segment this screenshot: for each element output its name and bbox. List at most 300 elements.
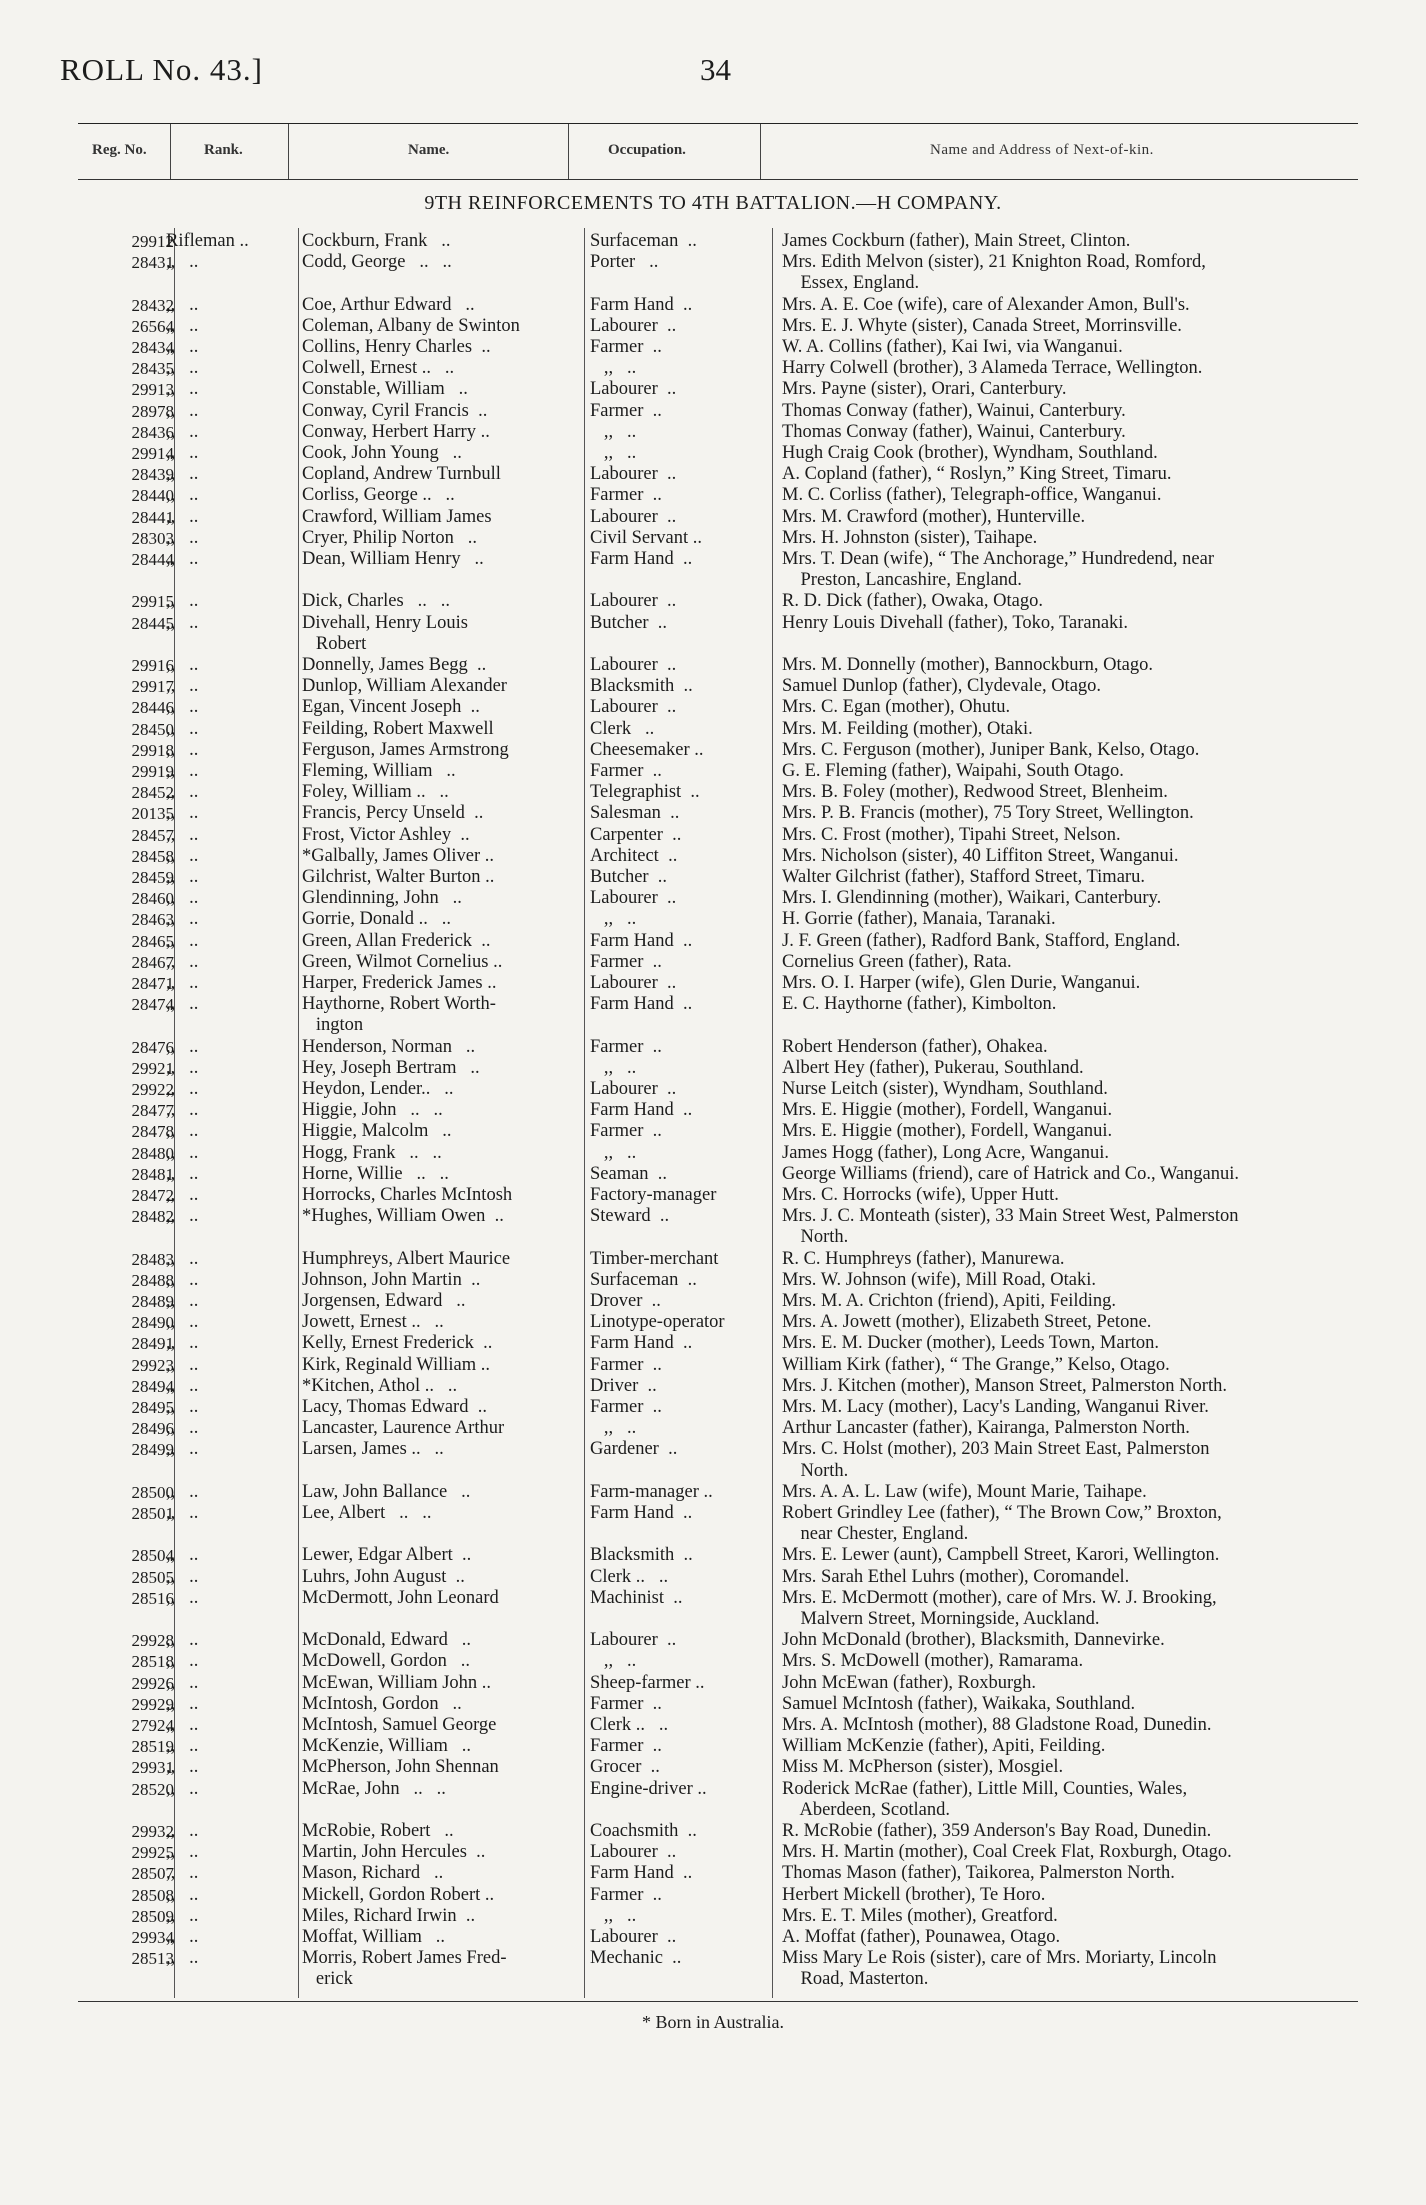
next-of-kin: Albert Hey (father), Pukerau, Southland. — [782, 1057, 1084, 1078]
occupation: Farm Hand .. — [590, 1333, 693, 1354]
occupation: Coachsmith .. — [590, 1821, 697, 1841]
rank: ,, .. — [166, 1672, 199, 1693]
rank: ,, .. — [166, 803, 199, 824]
table-row — [0, 613, 1426, 634]
soldier-name: Colwell, Ernest .. .. — [302, 358, 455, 379]
next-of-kin: Mrs. C. Frost (mother), Tipahi Street, Nelson. — [782, 824, 1121, 845]
rank: ,, .. — [166, 443, 199, 463]
next-of-kin: Mrs. E. Higgie (mother), Fordell, Wanganui. — [782, 1121, 1113, 1142]
footnote: * Born in Australia. — [642, 2012, 784, 2032]
next-of-kin: A. Moffat (father), Pounawea, Otago. — [782, 1927, 1061, 1947]
rank: ,, .. — [166, 1693, 199, 1714]
occupation: Labourer .. — [590, 591, 677, 612]
table-row — [0, 888, 1426, 909]
soldier-name: Hey, Joseph Bertram .. — [302, 1057, 480, 1078]
reg-no: 28505 — [131, 1567, 174, 1587]
table-row — [0, 1418, 1426, 1439]
next-of-kin: Mrs. B. Foley (mother), Redwood Street, Blenheim. — [782, 782, 1168, 803]
table-row — [0, 379, 1426, 400]
table-row — [0, 676, 1426, 697]
next-of-kin: Mrs. Payne (sister), Orari, Canterbury. — [782, 379, 1067, 400]
soldier-name: Dunlop, William Alexander — [302, 676, 507, 697]
rank: ,, .. — [166, 1778, 199, 1799]
table-row — [0, 761, 1426, 782]
occupation: Surfaceman .. — [590, 1269, 697, 1290]
soldier-name: Law, John Ballance .. — [302, 1481, 471, 1502]
occupation: Labourer .. — [590, 973, 677, 993]
rank: ,, .. — [166, 1100, 199, 1121]
next-of-kin: Herbert Mickell (brother), Te Horo. — [782, 1884, 1046, 1905]
reg-no: 28445 — [131, 613, 174, 633]
occupation: Farmer .. — [590, 1036, 662, 1057]
occupation: Salesman .. — [590, 803, 680, 824]
table-row — [0, 634, 1426, 655]
rank: ,, .. — [166, 358, 199, 379]
reg-no: 29934 — [131, 1928, 174, 1947]
table-row — [0, 1037, 1426, 1058]
soldier-name: Heydon, Lender.. .. — [302, 1079, 454, 1099]
next-of-kin: Samuel McIntosh (father), Waikaka, Southland. — [782, 1693, 1136, 1714]
occupation: Labourer .. — [590, 655, 677, 675]
rank: ,, .. — [166, 252, 199, 273]
soldier-name: Dean, William Henry .. — [302, 549, 484, 569]
rank: ,, .. — [166, 973, 199, 993]
next-of-kin: James Hogg (father), Long Acre, Wanganui. — [782, 1142, 1109, 1163]
soldier-name: Ferguson, James Armstrong — [302, 739, 509, 760]
next-of-kin: Nurse Leitch (sister), Wyndham, Southland. — [782, 1079, 1108, 1099]
reg-no: 28450 — [131, 719, 174, 739]
occupation: ,, .. — [590, 1418, 637, 1439]
reg-no: 29918 — [131, 740, 174, 760]
soldier-name: Humphreys, Albert Maurice — [302, 1248, 511, 1269]
occupation: Farm Hand .. — [590, 1100, 693, 1121]
rank: ,, .. — [166, 1927, 199, 1947]
table-row — [0, 1312, 1426, 1333]
reg-no: 28495 — [131, 1398, 174, 1417]
reg-no: 28516 — [131, 1588, 174, 1608]
rank: ,, .. — [166, 994, 199, 1015]
rank: ,, .. — [166, 591, 199, 612]
soldier-name: Haythorne, Robert Worth- — [302, 994, 496, 1015]
table-row — [0, 1651, 1426, 1672]
table-row — [0, 422, 1426, 443]
rank: ,, .. — [166, 1206, 199, 1227]
reg-no: 28444 — [131, 550, 174, 569]
occupation: Labourer .. — [590, 1927, 677, 1947]
soldier-name: erick — [302, 1969, 353, 1990]
occupation: Linotype-operator — [590, 1312, 725, 1333]
rank: ,, .. — [166, 379, 199, 400]
table-row — [0, 1715, 1426, 1736]
reg-no: 28434 — [131, 338, 174, 357]
next-of-kin: Mrs. E. M. Ducker (mother), Leeds Town, Marton. — [782, 1333, 1160, 1354]
table-row — [0, 1842, 1426, 1863]
table-row — [0, 1185, 1426, 1206]
next-of-kin: Mrs. M. Donnelly (mother), Bannockburn, Otago. — [782, 655, 1153, 675]
table-row — [0, 1821, 1426, 1842]
occupation: Farmer .. — [590, 1736, 662, 1757]
next-of-kin: Mrs. H. Martin (mother), Coal Creek Flat, Roxburgh, Otago. — [782, 1842, 1232, 1863]
reg-no: 28467 — [131, 952, 174, 972]
rank: ,, .. — [166, 1248, 199, 1269]
table-row — [0, 1439, 1426, 1460]
occupation: ,, .. — [590, 1142, 637, 1163]
occupation: ,, .. — [590, 1905, 637, 1926]
next-of-kin: Mrs. E. T. Miles (mother), Greatford. — [782, 1905, 1058, 1926]
occupation: Butcher .. — [590, 612, 668, 633]
reg-no: 28459 — [131, 868, 174, 887]
next-of-kin: Mrs. E. Lewer (aunt), Campbell Street, Karori, Wellington. — [782, 1545, 1220, 1566]
reg-no: 29915 — [131, 592, 174, 612]
soldier-name: Jorgensen, Edward .. — [302, 1291, 466, 1311]
soldier-name: Dick, Charles .. .. — [302, 591, 450, 612]
table-row — [0, 252, 1426, 273]
table-row — [0, 1694, 1426, 1715]
table-row — [0, 1885, 1426, 1906]
rank: ,, .. — [166, 1481, 199, 1502]
reg-no: 28435 — [131, 359, 174, 379]
reg-no: 28440 — [131, 486, 174, 506]
occupation: Cheesemaker .. — [590, 739, 704, 760]
soldier-name: Lacy, Thomas Edward .. — [302, 1397, 487, 1417]
reg-no: 28457 — [131, 825, 174, 845]
rank: ,, .. — [166, 1418, 199, 1439]
table-row — [0, 825, 1426, 846]
reg-no: 29913 — [131, 380, 174, 400]
rank: ,, .. — [166, 867, 199, 887]
occupation: Driver .. — [590, 1375, 657, 1396]
next-of-kin: Mrs. C. Holst (mother), 203 Main Street East, Palmerston — [782, 1439, 1210, 1460]
rank: ,, .. — [166, 1354, 199, 1375]
table-row — [0, 1376, 1426, 1397]
soldier-name: Lewer, Edgar Albert .. — [302, 1545, 472, 1566]
next-of-kin: Miss Mary Le Rois (sister), care of Mrs. Moriarty, Lincoln — [782, 1948, 1217, 1969]
next-of-kin: G. E. Fleming (father), Waipahi, South Otago. — [782, 761, 1124, 781]
table-row — [0, 507, 1426, 528]
rank: ,, .. — [166, 1036, 199, 1057]
rank: ,, .. — [166, 1333, 199, 1354]
table-row — [0, 1482, 1426, 1503]
occupation: Factory-manager — [590, 1185, 717, 1205]
roll-label: ROLL No. 43.] — [60, 52, 263, 87]
reg-no: 29921 — [131, 1058, 174, 1078]
next-of-kin: William McKenzie (father), Apiti, Feilding. — [782, 1736, 1106, 1757]
soldier-name: Constable, William .. — [302, 379, 468, 400]
next-of-kin: Robert Grindley Lee (father), “ The Brown Cow,” Broxton, — [782, 1503, 1222, 1523]
next-of-kin: Mrs. S. McDowell (mother), Ramarama. — [782, 1651, 1084, 1672]
occupation: Farmer .. — [590, 337, 662, 357]
next-of-kin: George Williams (friend), care of Hatrick and Co., Wanganui. — [782, 1163, 1240, 1184]
next-of-kin: Mrs. A. E. Coe (wife), care of Alexander Amon, Bull's. — [782, 294, 1190, 315]
reg-no: 28490 — [131, 1313, 174, 1333]
soldier-name: Mason, Richard .. — [302, 1863, 444, 1884]
table-row — [0, 1524, 1426, 1545]
occupation: Porter .. — [590, 252, 659, 273]
reg-no: 29926 — [131, 1673, 174, 1693]
rank: ,, .. — [166, 1121, 199, 1142]
occupation: ,, .. — [590, 443, 637, 463]
soldier-name: Cryer, Philip Norton .. — [302, 527, 478, 548]
reg-no: 29925 — [131, 1843, 174, 1863]
rank: ,, .. — [166, 655, 199, 675]
soldier-name: Divehall, Henry Louis — [302, 612, 468, 633]
soldier-name: McPherson, John Shennan — [302, 1757, 499, 1778]
soldier-name: *Kitchen, Athol .. .. — [302, 1375, 458, 1396]
soldier-name: Jowett, Ernest .. .. — [302, 1312, 444, 1333]
table-row — [0, 1058, 1426, 1079]
table-row — [0, 1227, 1426, 1248]
rank: ,, .. — [166, 888, 199, 909]
soldier-name: Luhrs, John August .. — [302, 1566, 465, 1587]
soldier-name: Copland, Andrew Turnbull — [302, 464, 501, 485]
soldier-name: Corliss, George .. .. — [302, 485, 455, 506]
occupation: Grocer .. — [590, 1757, 660, 1778]
next-of-kin: Mrs. W. Johnson (wife), Mill Road, Otaki. — [782, 1269, 1096, 1290]
occupation: Labourer .. — [590, 1630, 677, 1651]
soldier-name: Mickell, Gordon Robert .. — [302, 1884, 495, 1905]
next-of-kin: Mrs. J. Kitchen (mother), Manson Street, Palmerston North. — [782, 1375, 1227, 1396]
table-row — [0, 952, 1426, 973]
reg-no: 28476 — [131, 1037, 174, 1057]
rank: ,, .. — [166, 1566, 199, 1587]
reg-no: 28489 — [131, 1292, 174, 1311]
table-row — [0, 549, 1426, 570]
next-of-kin: Mrs. Sarah Ethel Luhrs (mother), Coromandel. — [782, 1566, 1130, 1587]
soldier-name: Cockburn, Frank .. — [302, 231, 451, 251]
soldier-name: Gilchrist, Walter Burton .. — [302, 867, 495, 887]
rank: ,, .. — [166, 1185, 199, 1205]
occupation: Clerk .. .. — [590, 1715, 669, 1735]
next-of-kin: Samuel Dunlop (father), Clydevale, Otago. — [782, 676, 1102, 697]
table-row — [0, 1800, 1426, 1821]
next-of-kin: Essex, England. — [782, 273, 920, 294]
next-of-kin: Mrs. Edith Melvon (sister), 21 Knighton Road, Romford, — [782, 252, 1206, 273]
table-row — [0, 231, 1426, 252]
reg-no: 29931 — [131, 1758, 174, 1778]
soldier-name: Coe, Arthur Edward .. — [302, 294, 475, 315]
reg-no: 28494 — [131, 1376, 174, 1396]
reg-no: 29932 — [131, 1822, 174, 1841]
table-row — [0, 1079, 1426, 1100]
occupation: Steward .. — [590, 1206, 670, 1227]
next-of-kin: A. Copland (father), “ Roslyn,” King Street, Timaru. — [782, 464, 1172, 485]
next-of-kin: J. F. Green (father), Radford Bank, Stafford, England. — [782, 930, 1181, 951]
next-of-kin: near Chester, England. — [782, 1524, 969, 1545]
table-row — [0, 485, 1426, 506]
occupation: Farmer .. — [590, 761, 662, 781]
occupation: Telegraphist .. — [590, 782, 700, 803]
next-of-kin: Mrs. A. A. L. Law (wife), Mount Marie, Taihape. — [782, 1481, 1147, 1502]
col-name: Name. — [408, 142, 450, 158]
reg-no: 28452 — [131, 783, 174, 803]
rank: ,, .. — [166, 1057, 199, 1078]
reg-no: 28431 — [131, 253, 174, 273]
soldier-name: Miles, Richard Irwin .. — [302, 1905, 476, 1926]
rank: ,, .. — [166, 824, 199, 845]
reg-no: 27924 — [131, 1716, 174, 1735]
table-row — [0, 1249, 1426, 1270]
occupation: Farm Hand .. — [590, 1863, 693, 1884]
rank: ,, .. — [166, 1397, 199, 1417]
soldier-name: Higgie, Malcolm .. — [302, 1121, 452, 1142]
next-of-kin: Mrs. H. Johnston (sister), Taihape. — [782, 527, 1038, 548]
rank: ,, .. — [166, 1884, 199, 1905]
table-row — [0, 337, 1426, 358]
soldier-name: Johnson, John Martin .. — [302, 1269, 481, 1290]
rank: ,, .. — [166, 400, 199, 421]
table-row — [0, 528, 1426, 549]
occupation: Labourer .. — [590, 888, 677, 909]
reg-no: 28478 — [131, 1122, 174, 1142]
page-number: 34 — [700, 52, 731, 87]
table-row — [0, 931, 1426, 952]
table-row — [0, 973, 1426, 994]
reg-no: 20135 — [131, 804, 174, 824]
soldier-name: Gorrie, Donald .. .. — [302, 909, 451, 930]
occupation: Farmer .. — [590, 1884, 662, 1905]
occupation: Labourer .. — [590, 1079, 677, 1099]
next-of-kin: Miss M. McPherson (sister), Mosgiel. — [782, 1757, 1064, 1778]
reg-no: 29929 — [131, 1694, 174, 1714]
reg-no: 28496 — [131, 1419, 174, 1439]
rank: ,, .. — [166, 909, 199, 930]
rank: Rifleman .. — [166, 231, 249, 251]
rank: ,, .. — [166, 1079, 199, 1099]
soldier-name: Cook, John Young .. — [302, 443, 462, 463]
reg-no: 28488 — [131, 1270, 174, 1290]
soldier-name: Martin, John Hercules .. — [302, 1842, 486, 1863]
reg-no: 28432 — [131, 295, 174, 315]
next-of-kin: Mrs. J. C. Monteath (sister), 33 Main Street West, Palmerston — [782, 1206, 1239, 1227]
occupation: Blacksmith .. — [590, 676, 693, 697]
rank: ,, .. — [166, 1905, 199, 1926]
soldier-name: ington — [302, 1015, 364, 1036]
occupation: Sheep-farmer .. — [590, 1672, 705, 1693]
rank: ,, .. — [166, 1291, 199, 1311]
reg-no: 28439 — [131, 465, 174, 485]
occupation: Architect .. — [590, 845, 678, 866]
table-row — [0, 295, 1426, 316]
reg-no: 28520 — [131, 1779, 174, 1799]
occupation: ,, .. — [590, 1057, 637, 1078]
section-title: 9TH REINFORCEMENTS TO 4TH BATTALION.—H COMPANY. — [424, 192, 1002, 214]
reg-no: 28477 — [131, 1101, 174, 1121]
next-of-kin: Cornelius Green (father), Rata. — [782, 951, 1012, 972]
rank: ,, .. — [166, 1503, 199, 1523]
next-of-kin: James Cockburn (father), Main Street, Clinton. — [782, 231, 1131, 251]
occupation: Farm Hand .. — [590, 1503, 693, 1523]
soldier-name: Green, Wilmot Cornelius .. — [302, 951, 503, 972]
occupation: Machinist .. — [590, 1587, 683, 1608]
occupation: Farm Hand .. — [590, 294, 693, 315]
rank: ,, .. — [166, 782, 199, 803]
next-of-kin: North. — [782, 1460, 849, 1481]
rank: ,, .. — [166, 1651, 199, 1672]
next-of-kin: W. A. Collins (father), Kai Iwi, via Wanganui. — [782, 337, 1123, 357]
reg-no: 29922 — [131, 1080, 174, 1099]
next-of-kin: Preston, Lancashire, England. — [782, 570, 1022, 591]
occupation: Labourer .. — [590, 1842, 677, 1863]
table-row — [0, 570, 1426, 591]
table-row — [0, 697, 1426, 718]
occupation: Labourer .. — [590, 697, 677, 718]
table-row — [0, 358, 1426, 379]
occupation: Surfaceman .. — [590, 231, 697, 251]
occupation: Clerk .. .. — [590, 1566, 669, 1587]
reg-no: 28446 — [131, 698, 174, 718]
rank: ,, .. — [166, 485, 199, 506]
rank: ,, .. — [166, 549, 199, 569]
soldier-name: Moffat, William .. — [302, 1927, 445, 1947]
reg-no: 28458 — [131, 846, 174, 866]
occupation: Labourer .. — [590, 464, 677, 485]
soldier-name: Fleming, William .. — [302, 761, 456, 781]
reg-no: 28504 — [131, 1546, 174, 1566]
next-of-kin: North. — [782, 1227, 849, 1248]
next-of-kin: Mrs. C. Egan (mother), Ohutu. — [782, 697, 1011, 718]
rank: ,, .. — [166, 1842, 199, 1863]
soldier-name: Conway, Cyril Francis .. — [302, 400, 488, 421]
occupation: Farmer .. — [590, 400, 662, 421]
rank: ,, .. — [166, 464, 199, 485]
next-of-kin: Hugh Craig Cook (brother), Wyndham, Southland. — [782, 443, 1158, 463]
occupation: ,, .. — [590, 909, 637, 930]
soldier-name: *Galbally, James Oliver .. — [302, 845, 494, 866]
reg-no: 28303 — [131, 528, 174, 548]
next-of-kin: Mrs. M. Feilding (mother), Otaki. — [782, 718, 1033, 739]
rank: ,, .. — [166, 1587, 199, 1608]
occupation: Engine-driver .. — [590, 1778, 707, 1799]
next-of-kin: Mrs. P. B. Francis (mother), 75 Tory Street, Wellington. — [782, 803, 1194, 824]
soldier-name: Kelly, Ernest Frederick .. — [302, 1333, 493, 1354]
next-of-kin: E. C. Haythorne (father), Kimbolton. — [782, 994, 1057, 1015]
occupation: Farmer .. — [590, 1397, 662, 1417]
rank: ,, .. — [166, 1715, 199, 1735]
reg-no: 28519 — [131, 1737, 174, 1757]
reg-no: 28471 — [131, 974, 174, 993]
rank: ,, .. — [166, 1948, 199, 1969]
occupation: Clerk .. — [590, 718, 655, 739]
reg-no: 29917 — [131, 677, 174, 697]
col-reg-no: Reg. No. — [92, 142, 147, 158]
table-row — [0, 1736, 1426, 1757]
table-row — [0, 1164, 1426, 1185]
rank: ,, .. — [166, 527, 199, 548]
reg-no: 28481 — [131, 1164, 174, 1184]
next-of-kin: Mrs. Nicholson (sister), 40 Liffiton Street, Wanganui. — [782, 845, 1179, 866]
occupation: Carpenter .. — [590, 824, 682, 845]
soldier-name: McEwan, William John .. — [302, 1672, 492, 1693]
soldier-name: Codd, George .. .. — [302, 252, 452, 273]
column-header — [78, 123, 1358, 180]
table-row — [0, 803, 1426, 824]
next-of-kin: Mrs. M. A. Crichton (friend), Apiti, Feilding. — [782, 1291, 1117, 1311]
soldier-name: McRae, John .. .. — [302, 1778, 446, 1799]
next-of-kin: Thomas Mason (father), Taikorea, Palmerston North. — [782, 1863, 1175, 1884]
rank: ,, .. — [166, 1439, 199, 1460]
table-row — [0, 443, 1426, 464]
table-row — [0, 1545, 1426, 1566]
reg-no: 28482 — [131, 1207, 174, 1227]
table-row — [0, 1779, 1426, 1800]
table-row — [0, 1567, 1426, 1588]
reg-no: 28463 — [131, 910, 174, 930]
rank: ,, .. — [166, 294, 199, 315]
rank: ,, .. — [166, 930, 199, 951]
col-occupation: Occupation. — [608, 142, 686, 158]
reg-no: 28436 — [131, 422, 174, 442]
soldier-name: McRobie, Robert .. — [302, 1821, 454, 1841]
